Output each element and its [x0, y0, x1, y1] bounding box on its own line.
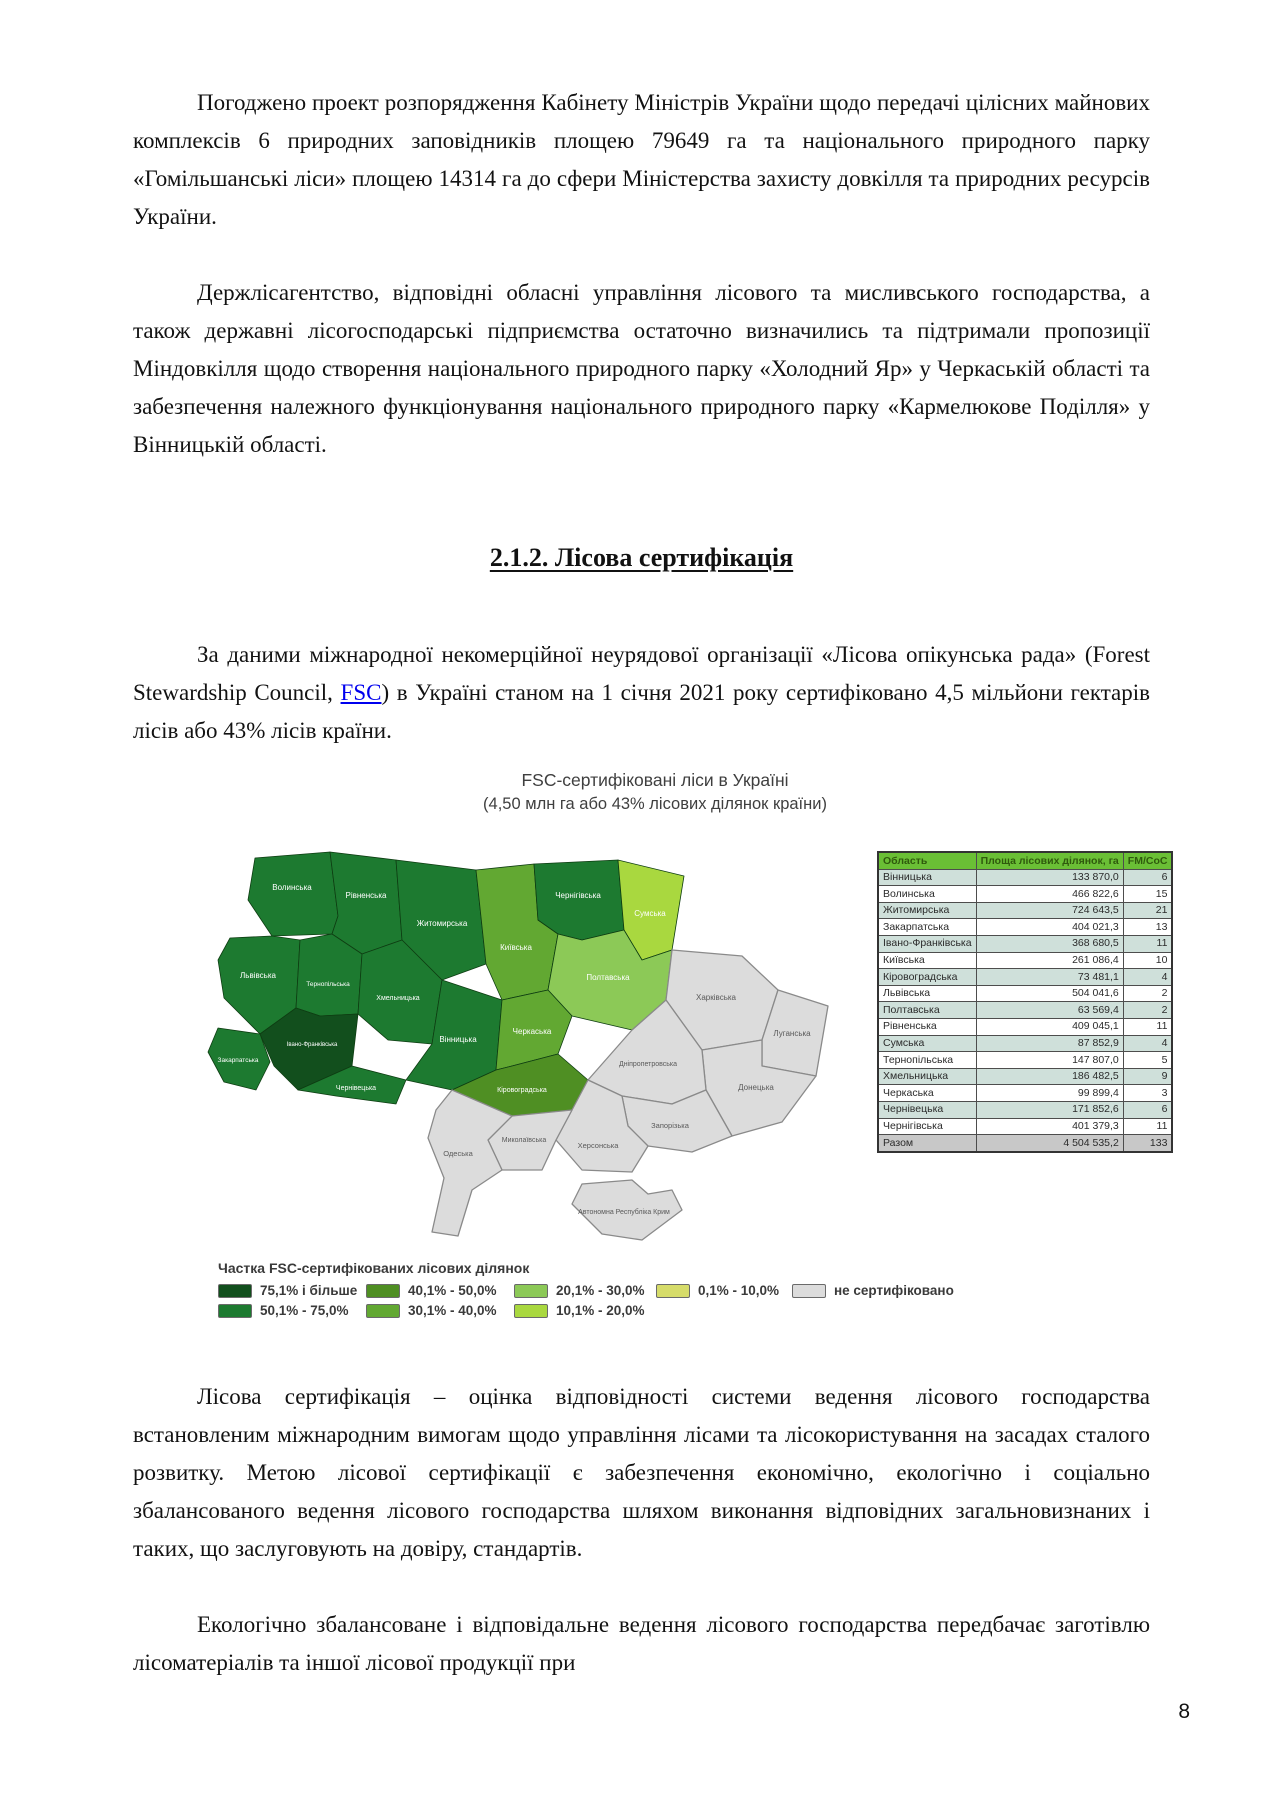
- region-name-cell: Рівненська: [878, 1018, 976, 1035]
- region-name-cell: Івано-Франківська: [878, 935, 976, 952]
- area-value-cell: 404 021,3: [976, 919, 1123, 936]
- area-value-cell: 4 504 535,2: [976, 1135, 1123, 1152]
- table-row: [878, 1052, 1172, 1069]
- paragraph-parks: Держлісагентство, відповідні обласні управління лісового та мисливського господарства, а також державні лісогосподарські підприємства остаточно визначились та підтримали пропозиції Міндовкілля щодо створення національного природного парку «Холодний Яр» у Черкаській області та забезпечення належного функціонування національного природного парку «Кармелюкове Поділля» у Вінницькій області.: [133, 280, 1150, 457]
- table-row: [878, 969, 1172, 986]
- map-region-label: Вінницька: [439, 1035, 477, 1044]
- map-region-label: Сумська: [634, 909, 666, 918]
- map-region-label: Автономна Республіка Крим: [578, 1209, 670, 1216]
- fmcoc-value-cell: 6: [1123, 869, 1172, 886]
- region-name-cell: Волинська: [878, 886, 976, 903]
- legend-item: [366, 1283, 514, 1298]
- fmcoc-value-cell: 11: [1123, 1018, 1172, 1035]
- legend-label: 30,1% - 40,0%: [408, 1303, 497, 1318]
- map-region-volyn: [248, 852, 338, 936]
- fsc-link[interactable]: FSC: [340, 680, 382, 705]
- legend-item: [366, 1303, 514, 1318]
- map-region-odesa: [428, 1090, 512, 1236]
- map-region-label: Полтавська: [586, 973, 630, 982]
- section-heading: 2.1.2. Лісова сертифікація: [489, 543, 794, 572]
- area-value-cell: 73 481,1: [976, 969, 1123, 986]
- legend-item: [656, 1283, 792, 1298]
- fsc-table-body: [878, 869, 1172, 1152]
- legend-label: 20,1% - 30,0%: [556, 1283, 645, 1298]
- map-region-label: Запорізька: [651, 1121, 689, 1130]
- table-row: [878, 869, 1172, 886]
- table-total-row: [878, 1135, 1172, 1152]
- map-region-label: Київська: [500, 943, 532, 952]
- table-row: [878, 935, 1172, 952]
- paragraph-certification-definition: Лісова сертифікація – оцінка відповідності системи ведення лісового господарства встановленим міжнародним вимогам щодо управління лісами та лісокористування на засадах сталого розвитку. Метою лісової сертифікації є забезпечення економічно, екологічно і соціально збалансованого ведення лісового господарства шляхом виконання відповідних загальновизнаних і таких, що заслуговують на довіру, стандартів.: [133, 1384, 1150, 1561]
- table-row: [878, 886, 1172, 903]
- map-region-label: Черкаська: [512, 1027, 552, 1036]
- legend-swatch: [792, 1284, 826, 1298]
- area-value-cell: 87 852,9: [976, 1035, 1123, 1052]
- column-header: FM/CoC: [1123, 852, 1172, 869]
- map-region-label: Житомирська: [416, 919, 468, 928]
- legend-label: 0,1% - 10,0%: [698, 1283, 780, 1298]
- table-row: [878, 1018, 1172, 1035]
- fmcoc-value-cell: 11: [1123, 935, 1172, 952]
- table-row: [878, 952, 1172, 969]
- table-row: [878, 902, 1172, 919]
- figure-subtitle: (4,50 млн га або 43% лісових ділянок країни): [483, 795, 827, 813]
- region-name-cell: Тернопільська: [878, 1052, 976, 1069]
- map-region-label: Рівненська: [345, 891, 387, 900]
- legend-label: 75,1% і більше: [260, 1283, 358, 1298]
- fmcoc-value-cell: 5: [1123, 1052, 1172, 1069]
- region-name-cell: Кіровоградська: [878, 969, 976, 986]
- fmcoc-value-cell: 21: [1123, 902, 1172, 919]
- map-region-label: Івано-Франківська: [286, 1042, 338, 1048]
- area-value-cell: 504 041,6: [976, 985, 1123, 1002]
- region-name-cell: Вінницька: [878, 869, 976, 886]
- region-name-cell: Чернігівська: [878, 1118, 976, 1135]
- region-name-cell: Житомирська: [878, 902, 976, 919]
- table-row: [878, 985, 1172, 1002]
- region-name-cell: Разом: [878, 1135, 976, 1152]
- ukraine-map: [200, 838, 840, 1258]
- region-name-cell: Київська: [878, 952, 976, 969]
- paragraph-fsc: [133, 636, 1150, 750]
- legend-label: 50,1% - 75,0%: [260, 1303, 349, 1318]
- map-region-label: Тернопільська: [306, 981, 350, 988]
- area-value-cell: 261 086,4: [976, 952, 1123, 969]
- fmcoc-value-cell: 4: [1123, 969, 1172, 986]
- legend-swatch: [218, 1304, 252, 1318]
- region-name-cell: Закарпатська: [878, 919, 976, 936]
- table-row: [878, 1068, 1172, 1085]
- table-header-row: [878, 852, 1172, 869]
- area-value-cell: 99 899,4: [976, 1085, 1123, 1102]
- map-region-label: Луганська: [773, 1029, 811, 1038]
- fmcoc-value-cell: 13: [1123, 919, 1172, 936]
- paragraph-reserves: Погоджено проект розпорядження Кабінету Міністрів України щодо передачі цілісних майнових комплексів 6 природних заповідників площею 79649 га та національного природного парку «Гомільшанські ліси» площею 14314 га до сфери Міністерства захисту довкілля та природних ресурсів України.: [133, 90, 1150, 229]
- map-region-label: Донецька: [738, 1083, 774, 1092]
- legend-item: [792, 1283, 954, 1298]
- legend-swatch: [656, 1284, 690, 1298]
- map-region-label: Волинська: [272, 883, 312, 892]
- map-region-label: Одеська: [443, 1149, 473, 1158]
- figure-title: FSC-сертифіковані ліси в Україні: [521, 770, 789, 790]
- region-name-cell: Львівська: [878, 985, 976, 1002]
- fmcoc-value-cell: 11: [1123, 1118, 1172, 1135]
- area-value-cell: 186 482,5: [976, 1068, 1123, 1085]
- legend-label: не сертифіковано: [834, 1283, 954, 1298]
- fsc-regions-table: [877, 851, 1173, 1153]
- map-region-label: Дніпропетровська: [618, 1061, 678, 1068]
- fmcoc-value-cell: 2: [1123, 1002, 1172, 1019]
- fmcoc-value-cell: 6: [1123, 1101, 1172, 1118]
- legend-title: Частка FSC-сертифікованих лісових ділянок: [218, 1260, 530, 1276]
- map-region-label: Харківська: [696, 993, 736, 1002]
- table-row: [878, 1101, 1172, 1118]
- fsc-text-before: За даними міжнародної некомерційної неурядової організації «Лісова опікунська рада» (Forest Stewardship Council,: [133, 642, 1150, 705]
- legend-item: [514, 1283, 656, 1298]
- legend-swatch: [514, 1304, 548, 1318]
- area-value-cell: 133 870,0: [976, 869, 1123, 886]
- paragraph-balanced-forestry: Екологічно збалансоване і відповідальне ведення лісового господарства передбачає заготівлю лісоматеріалів та іншої лісової продукції при: [133, 1612, 1150, 1675]
- fmcoc-value-cell: 3: [1123, 1085, 1172, 1102]
- area-value-cell: 147 807,0: [976, 1052, 1123, 1069]
- column-header: Площа лісових ділянок, га: [976, 852, 1123, 869]
- legend-row-2: [218, 1303, 1078, 1318]
- table-row: [878, 1118, 1172, 1135]
- area-value-cell: 368 680,5: [976, 935, 1123, 952]
- table-header: [878, 852, 1172, 869]
- fmcoc-value-cell: 10: [1123, 952, 1172, 969]
- area-value-cell: 409 045,1: [976, 1018, 1123, 1035]
- map-region-label: Чернівецька: [335, 1085, 377, 1092]
- legend-item: [514, 1303, 645, 1318]
- figure-title-block: [280, 770, 1030, 814]
- map-region-label: Кіровоградська: [497, 1087, 547, 1094]
- area-value-cell: 466 822,6: [976, 886, 1123, 903]
- legend-item: [218, 1283, 366, 1298]
- map-region-label: Херсонська: [577, 1141, 619, 1150]
- region-name-cell: Хмельницька: [878, 1068, 976, 1085]
- table-row: [878, 1085, 1172, 1102]
- legend-swatch: [366, 1284, 400, 1298]
- map-region-label: Миколаївська: [501, 1137, 547, 1144]
- region-name-cell: Чернівецька: [878, 1101, 976, 1118]
- map-region-label: Закарпатська: [217, 1057, 259, 1064]
- legend-item: [218, 1303, 366, 1318]
- area-value-cell: 171 852,6: [976, 1101, 1123, 1118]
- region-name-cell: Сумська: [878, 1035, 976, 1052]
- map-region-label: Хмельницька: [376, 995, 420, 1002]
- map-region-label: Чернігівська: [555, 891, 601, 900]
- legend-row-1: [218, 1283, 1078, 1298]
- legend-label: 40,1% - 50,0%: [408, 1283, 497, 1298]
- map-region-label: Львівська: [240, 971, 276, 980]
- legend-swatch: [514, 1284, 548, 1298]
- table-row: [878, 1002, 1172, 1019]
- map-region-rivne: [330, 852, 402, 954]
- area-value-cell: 63 569,4: [976, 1002, 1123, 1019]
- table-row: [878, 1035, 1172, 1052]
- fmcoc-value-cell: 133: [1123, 1135, 1172, 1152]
- table-row: [878, 919, 1172, 936]
- fsc-text-after: ) в Україні станом на 1 січня 2021 року сертифіковано 4,5 мільйони гектарів лісів або 43% лісів країни.: [133, 680, 1151, 743]
- legend-label: 10,1% - 20,0%: [556, 1303, 645, 1318]
- fmcoc-value-cell: 15: [1123, 886, 1172, 903]
- area-value-cell: 401 379,3: [976, 1118, 1123, 1135]
- legend-swatch: [366, 1304, 400, 1318]
- column-header: Область: [878, 852, 976, 869]
- region-name-cell: Черкаська: [878, 1085, 976, 1102]
- fmcoc-value-cell: 2: [1123, 985, 1172, 1002]
- fmcoc-value-cell: 9: [1123, 1068, 1172, 1085]
- region-name-cell: Полтавська: [878, 1002, 976, 1019]
- area-value-cell: 724 643,5: [976, 902, 1123, 919]
- fmcoc-value-cell: 4: [1123, 1035, 1172, 1052]
- page-number: 8: [1178, 1700, 1190, 1723]
- legend-swatch: [218, 1284, 252, 1298]
- map-legend: [218, 1260, 1078, 1323]
